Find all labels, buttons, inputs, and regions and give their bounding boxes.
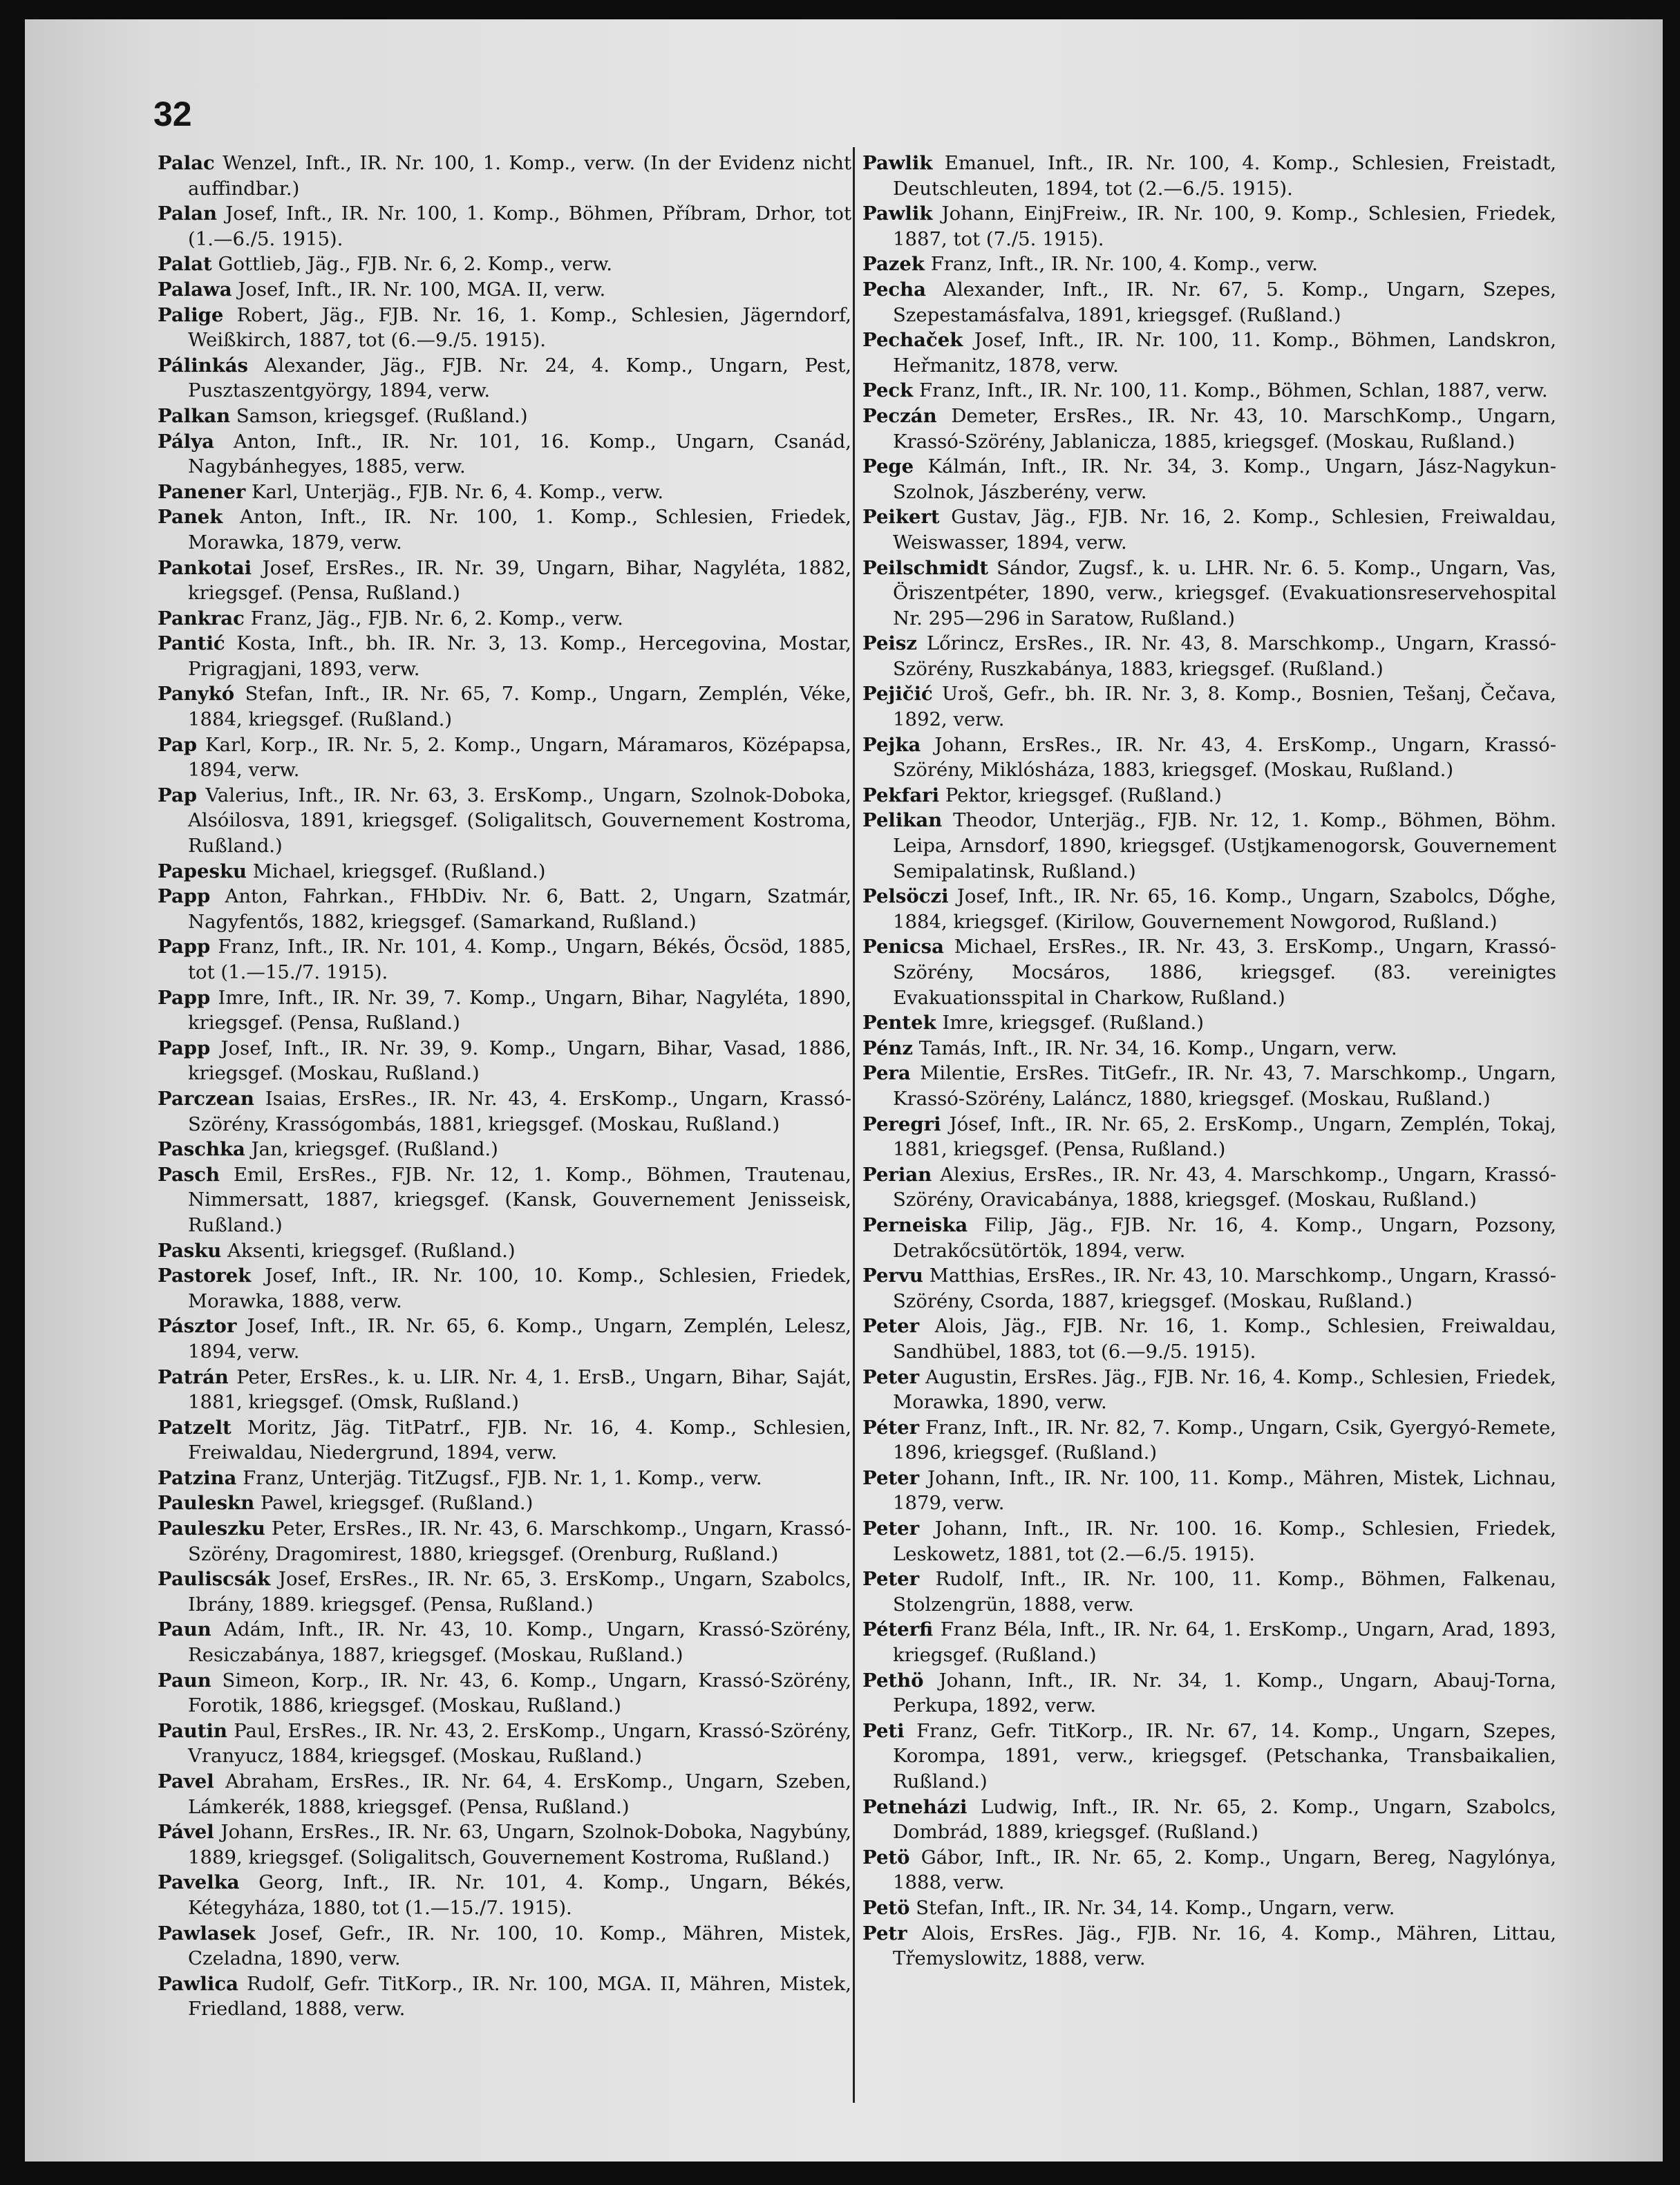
register-entry — [862, 1466, 1556, 1516]
entry-details: Rudolf, Inft., IR. Nr. 100, 11. Komp., Böhmen, Falkenau, Stolzengrün, 1888, verw. — [893, 1568, 1556, 1616]
register-entry — [862, 808, 1556, 884]
entry-surname: Peter — [862, 1568, 920, 1591]
entry-details: Paul, ErsRes., IR. Nr. 43, 2. ErsKomp., Ungarn, Krassó-Szörény, Vranyucz, 1884, kriegsgef. (Moskau, Rußland.) — [188, 1719, 851, 1768]
entry-details: Josef, Inft., IR. Nr. 100, MGA. II, verw. — [238, 278, 606, 301]
register-entry — [862, 1617, 1556, 1667]
entry-surname: Peregri — [862, 1113, 941, 1135]
entry-surname: Péter — [862, 1416, 920, 1439]
entry-details: Johann, EinjFreiw., IR. Nr. 100, 9. Komp., Schlesien, Friedek, 1887, tot (7./5. 1915). — [893, 202, 1556, 250]
register-entry — [158, 1162, 851, 1238]
entry-surname: Pawlasek — [158, 1922, 256, 1945]
register-entry — [158, 1466, 851, 1491]
entry-details: Johann, Inft., IR. Nr. 100. 16. Komp., Schlesien, Friedek, Leskowetz, 1881, tot (2.—6./5. 1915). — [893, 1517, 1556, 1565]
entry-surname: Panener — [158, 480, 246, 503]
register-entry — [862, 631, 1556, 681]
register-entry — [862, 732, 1556, 783]
entry-surname: Pege — [862, 455, 914, 478]
register-entry — [862, 1263, 1556, 1314]
entry-details: Valerius, Inft., IR. Nr. 63, 3. ErsKomp., Ungarn, Szolnok-Doboka, Alsóilosva, 1891, kriegsgef. (Soligalitsch, Gouvernement Kostroma, Rußland.) — [188, 784, 851, 858]
entry-details: Alois, Jäg., FJB. Nr. 16, 1. Komp., Schlesien, Freiwaldau, Sandhübel, 1883, tot (6.—9./5. 1915). — [893, 1315, 1556, 1363]
entry-details: Robert, Jäg., FJB. Nr. 16, 1. Komp., Schlesien, Jägerndorf, Weißkirch, 1887, tot (6.—9./5. 1915). — [188, 303, 851, 352]
register-entry — [862, 252, 1556, 277]
entry-surname: Palan — [158, 202, 218, 225]
register-entry — [158, 1870, 851, 1920]
entry-details: Simeon, Korp., IR. Nr. 43, 6. Komp., Ungarn, Krassó-Szörény, Forotik, 1886, kriegsgef. (Moskau, Rußland.) — [188, 1669, 851, 1717]
register-entry — [158, 884, 851, 934]
entry-surname: Pénz — [862, 1037, 914, 1059]
entry-details: Stefan, Inft., IR. Nr. 34, 14. Komp., Ungarn, verw. — [916, 1896, 1395, 1919]
entry-details: Josef, Inft., IR. Nr. 100, 1. Komp., Böhmen, Příbram, Drhor, tot (1.—6./5. 1915). — [188, 202, 851, 250]
entry-surname: Pasku — [158, 1239, 222, 1262]
entry-surname: Paun — [158, 1669, 211, 1692]
entry-details: Alexius, ErsRes., IR. Nr. 43, 4. Marschkomp., Ungarn, Krassó-Szörény, Oravicabánya, 1888, kriegsgef. (Moskau, Rußland.) — [893, 1163, 1556, 1211]
entry-surname: Pap — [158, 784, 197, 806]
register-entry — [158, 303, 851, 353]
register-entry — [158, 1567, 851, 1617]
entry-details: Milentie, ErsRes. TitGefr., IR. Nr. 43, 7. Marschkomp., Ungarn, Krassó-Szörény, Laláncz, 1880, kriegsgef. (Moskau, Rußland.) — [893, 1062, 1556, 1110]
entry-surname: Perian — [862, 1163, 932, 1186]
entry-details: Sándor, Zugsf., k. u. LHR. Nr. 6. 5. Komp., Ungarn, Vas, Öriszentpéter, 1890, verw., kriegsgef. (Evakuationsreservehospital Nr. 295—296 in Saratow, Rußland.) — [893, 556, 1556, 630]
register-entry — [158, 1491, 851, 1516]
entry-details: Michael, ErsRes., IR. Nr. 43, 3. ErsKomp., Ungarn, Krassó-Szörény, Mocsáros, 1886, kriegsgef. (83. vereinigtes Evakuationsspital in Charkow, Rußland.) — [893, 936, 1556, 1009]
register-entry — [862, 884, 1556, 934]
register-entry — [158, 859, 851, 885]
column-divider — [853, 147, 855, 2103]
entry-details: Gustav, Jäg., FJB. Nr. 16, 2. Komp., Schlesien, Freiwaldau, Weiswasser, 1894, verw. — [893, 506, 1556, 554]
entry-surname: Pentek — [862, 1012, 936, 1034]
entry-surname: Pecha — [862, 278, 926, 301]
entry-surname: Palkan — [158, 404, 231, 427]
register-entry — [862, 504, 1556, 555]
entry-details: Jósef, Inft., IR. Nr. 65, 2. ErsKomp., Ungarn, Zemplén, Tokaj, 1881, kriegsgef. (Pensa, Rußland.) — [893, 1113, 1556, 1161]
entry-surname: Petneházi — [862, 1795, 968, 1818]
entry-surname: Pantić — [158, 632, 225, 655]
entry-details: Franz, Jäg., FJB. Nr. 6, 2. Komp., verw. — [250, 607, 623, 630]
register-entry — [862, 1921, 1556, 1971]
register-entry — [862, 1213, 1556, 1263]
entry-surname: Péterfi — [862, 1618, 934, 1641]
entry-details: Stefan, Inft., IR. Nr. 65, 7. Komp., Ungarn, Zemplén, Véke, 1884, kriegsgef. (Rußland.) — [188, 683, 851, 731]
entry-surname: Palige — [158, 303, 224, 326]
entry-details: Pektor, kriegsgef. (Rußland.) — [945, 784, 1222, 806]
entry-details: Franz, Inft., IR. Nr. 82, 7. Komp., Ungarn, Csik, Gyergyó-Remete, 1896, kriegsgef. (Rußland.) — [893, 1416, 1556, 1464]
entry-surname: Panek — [158, 506, 223, 529]
register-entry — [158, 1086, 851, 1137]
entry-details: Franz Béla, Inft., IR. Nr. 64, 1. ErsKomp., Ungarn, Arad, 1893, kriegsgef. (Rußland.) — [893, 1618, 1556, 1667]
entry-surname: Peter — [862, 1315, 920, 1338]
entry-surname: Pelikan — [862, 809, 943, 832]
register-entry — [158, 504, 851, 555]
entry-surname: Papesku — [158, 860, 247, 882]
entry-details: Demeter, ErsRes., IR. Nr. 43, 10. MarschKomp., Ungarn, Krassó-Szörény, Jablanicza, 1885, kriegsgef. (Moskau, Rußland.) — [893, 404, 1556, 453]
entry-surname: Pap — [158, 733, 197, 756]
entry-surname: Pera — [862, 1062, 911, 1085]
register-entry — [862, 454, 1556, 504]
register-entry — [158, 1971, 851, 2022]
entry-details: Josef, Inft., IR. Nr. 65, 16. Komp., Ungarn, Szabolcs, Dőghe, 1884, kriegsgef. (Kirilow, Gouvernement Nowgorod, Rußland.) — [893, 885, 1556, 933]
entry-details: Aksenti, kriegsgef. (Rußland.) — [227, 1239, 516, 1262]
entry-details: Anton, Fahrkan., FHbDiv. Nr. 6, Batt. 2, Ungarn, Szatmár, Nagyfentős, 1882, kriegsgef. (Samarkand, Rußland.) — [188, 885, 851, 933]
entry-details: Michael, kriegsgef. (Rußland.) — [252, 860, 546, 882]
entry-details: Franz, Inft., IR. Nr. 101, 4. Komp., Ungarn, Békés, Öcsöd, 1885, tot (1.—15./7. 1915). — [188, 936, 851, 983]
entry-details: Johann, Inft., IR. Nr. 100, 11. Komp., Mähren, Mistek, Lichnau, 1879, verw. — [893, 1466, 1557, 1515]
entry-details: Georg, Inft., IR. Nr. 101, 4. Komp., Ungarn, Békés, Kétegyháza, 1880, tot (1.—15./7. 1915). — [188, 1871, 851, 1919]
register-entry — [158, 1921, 851, 1971]
register-entry — [862, 1795, 1556, 1845]
entry-surname: Pastorek — [158, 1265, 252, 1287]
register-entry — [862, 1668, 1556, 1719]
entry-surname: Papp — [158, 885, 211, 908]
entry-surname: Peti — [862, 1719, 905, 1742]
entry-surname: Petö — [862, 1846, 910, 1869]
entry-surname: Pekfari — [862, 784, 940, 806]
entry-details: Matthias, ErsRes., IR. Nr. 43, 10. Marschkomp., Ungarn, Krassó-Szörény, Csorda, 1887, kriegsgef. (Moskau, Rußland.) — [893, 1265, 1556, 1312]
register-entry — [158, 1668, 851, 1719]
register-entry — [158, 1719, 851, 1769]
register-entry — [862, 1845, 1556, 1895]
register-entry — [158, 934, 851, 985]
register-entry — [158, 1415, 851, 1466]
entry-surname: Pavel — [158, 1770, 214, 1793]
register-entry — [158, 480, 851, 505]
entry-surname: Patzina — [158, 1466, 237, 1489]
register-entry — [158, 1769, 851, 1819]
entry-surname: Pankotai — [158, 556, 252, 579]
entry-surname: Panykó — [158, 683, 235, 706]
entry-details: Josef, Inft., IR. Nr. 100, 11. Komp., Böhmen, Landskron, Heřmanitz, 1878, verw. — [893, 329, 1556, 377]
entry-details: Kosta, Inft., bh. IR. Nr. 3, 13. Komp., Hercegovina, Mostar, Prigragjani, 1893, verw. — [188, 632, 851, 680]
register-entry — [158, 1036, 851, 1086]
entry-details: Lőrincz, ErsRes., IR. Nr. 43, 8. Marschkomp., Ungarn, Krassó-Szörény, Ruszkabánya, 1883, kriegsgef. (Rußland.) — [893, 632, 1556, 680]
entry-details: Franz, Gefr. TitKorp., IR. Nr. 67, 14. Komp., Ungarn, Szepes, Korompa, 1891, verw., kriegsgef. (Petschanka, Transbaikalien, Rußland.) — [893, 1719, 1557, 1793]
register-entry — [158, 201, 851, 252]
entry-details: Imre, kriegsgef. (Rußland.) — [942, 1012, 1204, 1034]
register-entry — [158, 252, 851, 277]
entry-surname: Peck — [862, 379, 914, 402]
entry-surname: Papp — [158, 986, 211, 1009]
register-entry — [862, 1010, 1556, 1036]
entry-surname: Peter — [862, 1365, 920, 1388]
entry-surname: Peczán — [862, 404, 937, 427]
entry-details: Imre, Inft., IR. Nr. 39, 7. Komp., Ungarn, Bihar, Nagyléta, 1890, kriegsgef. (Pensa, Rußland.) — [188, 986, 851, 1034]
register-entry — [862, 277, 1556, 328]
entry-details: Jan, kriegsgef. (Rußland.) — [251, 1138, 498, 1161]
entry-details: Pawel, kriegsgef. (Rußland.) — [260, 1492, 534, 1515]
entry-surname: Pauliscsák — [158, 1568, 271, 1591]
entry-details: Ludwig, Inft., IR. Nr. 65, 2. Komp., Ungarn, Szabolcs, Dombrád, 1889, kriegsgef. (Rußland.) — [893, 1795, 1556, 1844]
entry-surname: Pavelka — [158, 1871, 240, 1894]
register-entry — [862, 151, 1556, 201]
entry-details: Alois, ErsRes. Jäg., FJB. Nr. 16, 4. Komp., Mähren, Littau, Třemyslowitz, 1888, verw. — [893, 1922, 1556, 1970]
entry-details: Johann, ErsRes., IR. Nr. 63, Ungarn, Szolnok-Doboka, Nagybúny, 1889, kriegsgef. (Soligalitsch, Gouvernement Kostroma, Rußland.) — [188, 1821, 851, 1869]
register-entry — [158, 277, 851, 303]
register-entry — [862, 934, 1556, 1010]
entry-details: Josef, Gefr., IR. Nr. 100, 10. Komp., Mähren, Mistek, Czeladna, 1890, verw. — [188, 1922, 852, 1970]
entry-details: Emil, ErsRes., FJB. Nr. 12, 1. Komp., Böhmen, Trautenau, Nimmersatt, 1887, kriegsgef. (Kansk, Gouvernement Jenisseisk, Rußland.) — [188, 1163, 851, 1236]
register-entry — [862, 404, 1556, 454]
entry-surname: Pauleszku — [158, 1517, 265, 1540]
entry-details: Peter, ErsRes., k. u. LIR. Nr. 4, 1. ErsB., Ungarn, Bihar, Saját, 1881, kriegsgef. (Omsk, Rußland.) — [188, 1365, 851, 1414]
register-entry — [862, 1415, 1556, 1466]
register-entry — [158, 1819, 851, 1870]
register-entry — [862, 201, 1556, 252]
register-entry — [158, 681, 851, 732]
entry-surname: Pável — [158, 1821, 214, 1844]
entry-details: Johann, Inft., IR. Nr. 34, 1. Komp., Ungarn, Abauj-Torna, Perkupa, 1892, verw. — [893, 1669, 1556, 1717]
register-entry — [158, 1263, 851, 1314]
entry-surname: Pechaček — [862, 329, 963, 352]
entry-details: Tamás, Inft., IR. Nr. 34, 16. Komp., Ungarn, verw. — [918, 1037, 1397, 1059]
register-entry — [158, 732, 851, 783]
entry-details: Alexander, Inft., IR. Nr. 67, 5. Komp., Ungarn, Szepes, Szepestamásfalva, 1891, kriegsgef. (Rußland.) — [893, 278, 1557, 326]
entry-details: Moritz, Jäg. TitPatrf., FJB. Nr. 16, 4. Komp., Schlesien, Freiwaldau, Niedergrund, 1894, verw. — [188, 1416, 851, 1464]
document-page — [25, 19, 1663, 2162]
entry-surname: Paschka — [158, 1138, 245, 1161]
entry-surname: Pawlik — [862, 152, 933, 174]
register-entry — [158, 353, 851, 404]
entry-surname: Peter — [862, 1517, 920, 1540]
entry-details: Karl, Korp., IR. Nr. 5, 2. Komp., Ungarn, Máramaros, Középapsa, 1894, verw. — [188, 733, 851, 782]
entry-surname: Pawlica — [158, 1972, 238, 1995]
entry-details: Josef, ErsRes., IR. Nr. 65, 3. ErsKomp., Ungarn, Szabolcs, Ibrány, 1889. kriegsgef. (Pensa, Rußland.) — [188, 1568, 851, 1616]
register-entry — [158, 404, 851, 429]
entry-details: Peter, ErsRes., IR. Nr. 43, 6. Marschkomp., Ungarn, Krassó-Szörény, Dragomirest, 1880, kriegsgef. (Orenburg, Rußland.) — [188, 1517, 851, 1565]
entry-surname: Pankrac — [158, 607, 245, 630]
entry-surname: Pervu — [862, 1265, 923, 1287]
register-entry — [862, 783, 1556, 808]
entry-surname: Peisz — [862, 632, 917, 655]
entry-details: Anton, Inft., IR. Nr. 101, 16. Komp., Ungarn, Csanád, Nagybánhegyes, 1885, verw. — [188, 430, 851, 478]
entry-surname: Pálya — [158, 430, 215, 453]
page-number: 32 — [153, 95, 192, 133]
entry-details: Emanuel, Inft., IR. Nr. 100, 4. Komp., Schlesien, Freistadt, Deutschleuten, 1894, tot (2.—6./5. 1915). — [893, 152, 1557, 200]
register-entry — [158, 1314, 851, 1364]
entry-details: Josef, Inft., IR. Nr. 100, 10. Komp., Schlesien, Friedek, Morawka, 1888, verw. — [188, 1265, 851, 1312]
register-entry — [862, 1061, 1556, 1111]
register-entry — [862, 1162, 1556, 1213]
register-entry — [862, 1719, 1556, 1795]
entry-surname: Papp — [158, 1037, 211, 1059]
register-entry — [862, 378, 1556, 404]
entry-details: Samson, kriegsgef. (Rußland.) — [236, 404, 528, 427]
entry-surname: Pejičić — [862, 683, 933, 706]
entry-details: Uroš, Gefr., bh. IR. Nr. 3, 8. Komp., Bosnien, Tešanj, Čečava, 1892, verw. — [893, 683, 1556, 731]
entry-surname: Pálinkás — [158, 354, 249, 377]
entry-surname: Petö — [862, 1896, 910, 1919]
register-entry — [158, 1137, 851, 1162]
register-entry — [158, 1617, 851, 1667]
entry-details: Rudolf, Gefr. TitKorp., IR. Nr. 100, MGA. II, Mähren, Mistek, Friedland, 1888, verw. — [188, 1972, 851, 2021]
entry-details: Augustin, ErsRes. Jäg., FJB. Nr. 16, 4. Komp., Schlesien, Friedek, Morawka, 1890, verw. — [893, 1365, 1556, 1414]
right-column — [862, 151, 1556, 1971]
entry-surname: Petr — [862, 1922, 907, 1945]
entry-details: Franz, Unterjäg. TitZugsf., FJB. Nr. 1, 1. Komp., verw. — [243, 1466, 762, 1489]
entry-surname: Perneiska — [862, 1213, 968, 1236]
register-entry — [158, 151, 851, 201]
entry-surname: Palat — [158, 253, 212, 276]
register-entry — [158, 1238, 851, 1264]
entry-surname: Penicsa — [862, 936, 944, 958]
entry-surname: Pejka — [862, 733, 921, 756]
entry-details: Anton, Inft., IR. Nr. 100, 1. Komp., Schlesien, Friedek, Morawka, 1879, verw. — [188, 506, 851, 554]
entry-surname: Pasch — [158, 1163, 220, 1186]
entry-surname: Paun — [158, 1618, 211, 1641]
entry-details: Franz, Inft., IR. Nr. 100, 11. Komp., Böhmen, Schlan, 1887, verw. — [919, 379, 1548, 402]
register-entry — [862, 1365, 1556, 1415]
entry-surname: Parczean — [158, 1087, 254, 1110]
entry-surname: Patzelt — [158, 1416, 232, 1439]
register-entry — [158, 606, 851, 632]
register-entry — [862, 1567, 1556, 1617]
entry-surname: Pásztor — [158, 1315, 237, 1338]
register-entry — [158, 631, 851, 681]
register-entry — [862, 556, 1556, 632]
left-column — [158, 151, 851, 2022]
entry-surname: Peilschmidt — [862, 556, 989, 579]
entry-details: Adám, Inft., IR. Nr. 43, 10. Komp., Ungarn, Krassó-Szörény, Resiczabánya, 1887, kriegsgef. (Moskau, Rußland.) — [188, 1618, 851, 1667]
entry-details: Josef, Inft., IR. Nr. 65, 6. Komp., Ungarn, Zemplén, Lelesz, 1894, verw. — [188, 1315, 851, 1363]
entry-surname: Pauleskn — [158, 1492, 255, 1515]
register-entry — [862, 681, 1556, 732]
entry-details: Abraham, ErsRes., IR. Nr. 64, 4. ErsKomp., Ungarn, Szeben, Lámkerék, 1888, kriegsgef. (Pensa, Rußland.) — [188, 1770, 851, 1818]
entry-details: Gábor, Inft., IR. Nr. 65, 2. Komp., Ungarn, Bereg, Nagylónya, 1888, verw. — [893, 1846, 1556, 1894]
entry-surname: Pautin — [158, 1719, 227, 1742]
entry-surname: Pelsöczi — [862, 885, 949, 908]
entry-surname: Papp — [158, 936, 211, 958]
entry-surname: Palawa — [158, 278, 232, 301]
entry-details: Gottlieb, Jäg., FJB. Nr. 6, 2. Komp., verw. — [218, 253, 612, 276]
entry-surname: Pethö — [862, 1669, 924, 1692]
register-entry — [158, 1365, 851, 1415]
register-entry — [158, 783, 851, 859]
entry-surname: Peter — [862, 1466, 920, 1489]
entry-details: Josef, Inft., IR. Nr. 39, 9. Komp., Ungarn, Bihar, Vasad, 1886, kriegsgef. (Moskau, Rußland.) — [188, 1037, 851, 1085]
entry-details: Theodor, Unterjäg., FJB. Nr. 12, 1. Komp., Böhmen, Böhm. Leipa, Arnsdorf, 1890, kriegsgef. (Ustjkamenogorsk, Gouvernement Semipalatinsk, Rußland.) — [893, 809, 1557, 882]
entry-surname: Palac — [158, 152, 215, 174]
register-entry — [158, 556, 851, 606]
entry-surname: Peikert — [862, 506, 940, 529]
entry-surname: Pawlik — [862, 202, 933, 225]
register-entry — [862, 1314, 1556, 1364]
register-entry — [158, 1516, 851, 1567]
register-entry — [862, 1036, 1556, 1061]
entry-surname: Patrán — [158, 1365, 229, 1388]
entry-surname: Pazek — [862, 253, 925, 276]
register-entry — [862, 1895, 1556, 1921]
register-entry — [862, 1112, 1556, 1162]
entry-details: Kálmán, Inft., IR. Nr. 34, 3. Komp., Ungarn, Jász-Nagykun-Szolnok, Jászberény, verw. — [893, 455, 1556, 503]
entry-details: Johann, ErsRes., IR. Nr. 43, 4. ErsKomp., Ungarn, Krassó-Szörény, Miklósháza, 1883, kriegsgef. (Moskau, Rußland.) — [893, 733, 1556, 782]
register-entry — [862, 328, 1556, 378]
entry-details: Isaias, ErsRes., IR. Nr. 43, 4. ErsKomp., Ungarn, Krassó-Szörény, Krassógombás, 1881, kriegsgef. (Moskau, Rußland.) — [188, 1087, 852, 1135]
entry-details: Filip, Jäg., FJB. Nr. 16, 4. Komp., Ungarn, Pozsony, Detrakőcsütörtök, 1894, verw. — [893, 1213, 1556, 1262]
entry-details: Josef, ErsRes., IR. Nr. 39, Ungarn, Bihar, Nagyléta, 1882, kriegsgef. (Pensa, Rußland.) — [188, 556, 851, 605]
register-entry — [158, 985, 851, 1036]
entry-details: Karl, Unterjäg., FJB. Nr. 6, 4. Komp., verw. — [251, 480, 664, 503]
entry-details: Wenzel, Inft., IR. Nr. 100, 1. Komp., verw. (In der Evidenz nicht auffindbar.) — [188, 152, 851, 200]
entry-details: Franz, Inft., IR. Nr. 100, 4. Komp., verw. — [930, 253, 1318, 276]
register-entry — [158, 429, 851, 480]
entry-details: Alexander, Jäg., FJB. Nr. 24, 4. Komp., Ungarn, Pest, Pusztaszentgyörgy, 1894, verw. — [188, 354, 851, 402]
register-entry — [862, 1516, 1556, 1567]
